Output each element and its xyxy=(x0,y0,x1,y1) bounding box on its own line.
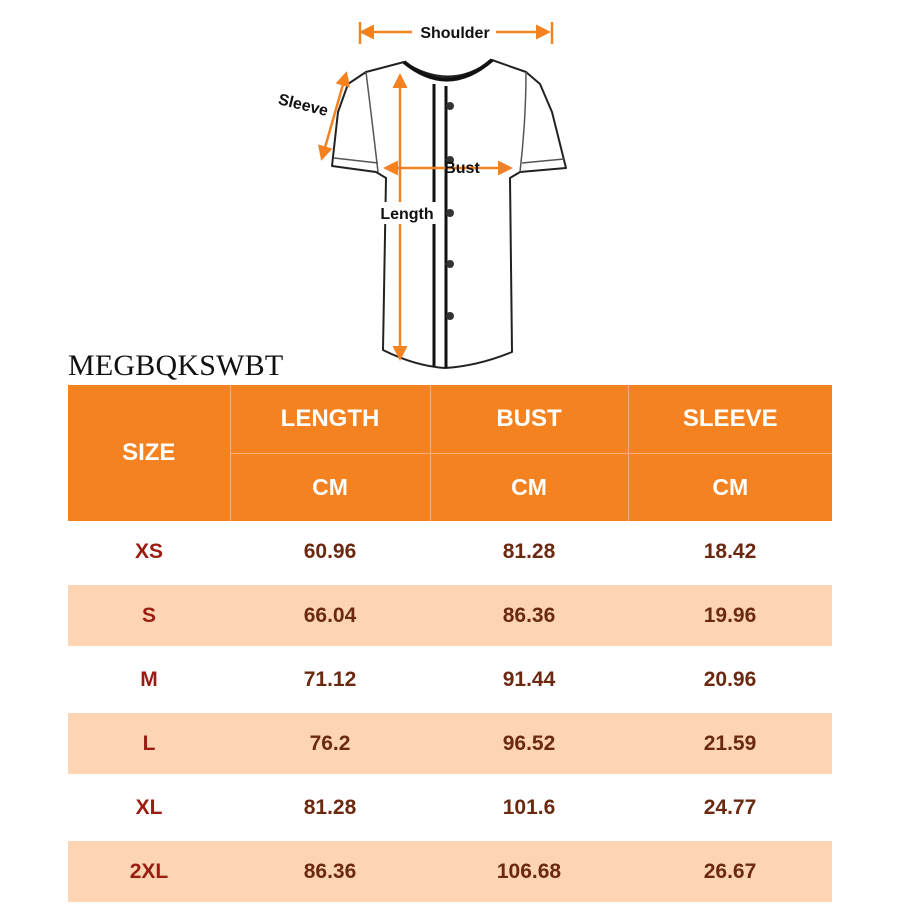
length-cell: 71.12 xyxy=(230,648,430,712)
bust-column-header: BUST xyxy=(430,385,628,454)
button-dot xyxy=(446,102,454,110)
length-label: Length xyxy=(380,206,434,223)
size-cell: L xyxy=(68,712,230,776)
size-chart-table xyxy=(68,385,832,905)
sleeve-cell: 18.42 xyxy=(628,521,832,584)
button-dot xyxy=(446,312,454,320)
table-row xyxy=(68,840,832,904)
table-row xyxy=(68,712,832,776)
brand-name: MEGBQKSWBT xyxy=(68,349,284,382)
length-cell: 76.2 xyxy=(230,712,430,776)
length-column-header: LENGTH xyxy=(230,385,430,454)
length-unit-header: CM xyxy=(230,454,430,522)
size-cell: 2XL xyxy=(68,840,230,904)
shoulder-label: Shoulder xyxy=(420,25,490,42)
bust-cell: 91.44 xyxy=(430,648,628,712)
button-dot xyxy=(446,260,454,268)
sleeve-cell: 24.77 xyxy=(628,776,832,840)
size-cell: S xyxy=(68,584,230,648)
length-cell: 60.96 xyxy=(230,521,430,584)
bust-cell: 81.28 xyxy=(430,521,628,584)
bust-cell: 86.36 xyxy=(430,584,628,648)
bust-cell: 101.6 xyxy=(430,776,628,840)
size-chart-body xyxy=(68,521,832,904)
table-row xyxy=(68,776,832,840)
bust-label: Bust xyxy=(444,160,480,177)
sleeve-column-header: SLEEVE xyxy=(628,385,832,454)
length-cell: 66.04 xyxy=(230,584,430,648)
bust-cell: 106.68 xyxy=(430,840,628,904)
bust-unit-header: CM xyxy=(430,454,628,522)
table-row xyxy=(68,648,832,712)
size-cell: M xyxy=(68,648,230,712)
size-cell: XS xyxy=(68,521,230,584)
button-dot xyxy=(446,209,454,217)
size-chart-header xyxy=(68,385,832,521)
size-cell: XL xyxy=(68,776,230,840)
sleeve-unit-header: CM xyxy=(628,454,832,522)
sleeve-cell: 26.67 xyxy=(628,840,832,904)
sleeve-cell: 21.59 xyxy=(628,712,832,776)
bust-cell: 96.52 xyxy=(430,712,628,776)
sleeve-cell: 20.96 xyxy=(628,648,832,712)
jersey-measurement-diagram xyxy=(0,0,900,380)
size-column-header: SIZE xyxy=(68,385,230,521)
table-row xyxy=(68,521,832,584)
table-row xyxy=(68,584,832,648)
sleeve-cell: 19.96 xyxy=(628,584,832,648)
length-cell: 81.28 xyxy=(230,776,430,840)
sleeve-label: Sleeve xyxy=(276,91,330,121)
length-cell: 86.36 xyxy=(230,840,430,904)
